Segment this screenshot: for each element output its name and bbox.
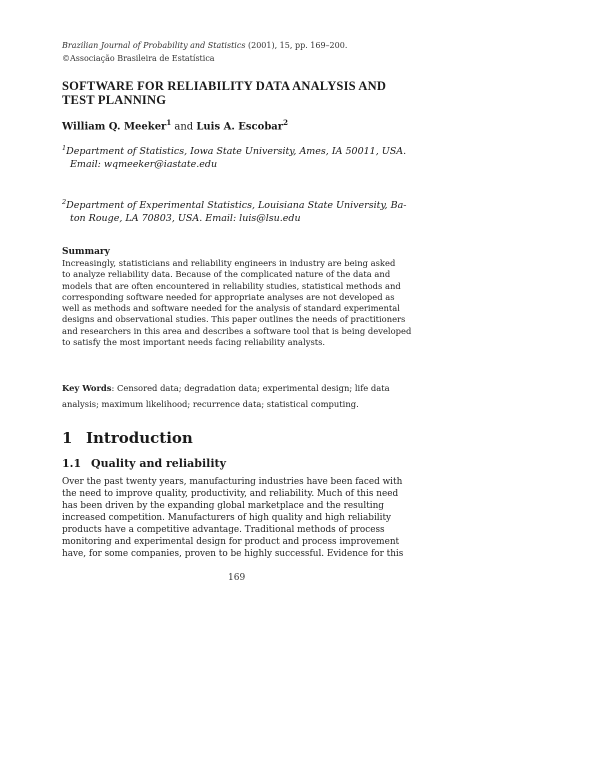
summary-line: well as methods and software needed for the analysis of standard experimental — [62, 303, 400, 314]
summary-line: models that are often encountered in reliability studies, statistical methods and — [62, 280, 401, 291]
subsection-heading — [62, 457, 226, 470]
affiliation-line: Email: wqmeeker@iastate.edu — [70, 159, 218, 171]
title-line: TEST PLANNING — [62, 93, 167, 107]
section-number: 1 — [62, 429, 73, 447]
summary-text — [62, 258, 412, 348]
body-line: products have a competitive advantage. Traditional methods of process — [62, 525, 385, 535]
summary-line: designs and observational studies. This paper outlines the needs of practitioners — [62, 314, 406, 325]
affiliation-mark: 2 — [62, 198, 67, 206]
summary-line: to analyze reliability data. Because of the complicated nature of the data and — [62, 269, 391, 280]
journal-volume-pages: (2001), 15, pp. 169–200. — [245, 41, 348, 50]
keywords — [62, 380, 412, 412]
affiliation-text: Department of Experimental Statistics, Louisiana State University, Ba- — [66, 200, 407, 212]
summary-line: to satisfy the most important needs facing reliability analysts. — [62, 337, 326, 348]
body-line: has been driven by the expanding global marketplace and the resulting — [62, 501, 384, 511]
copyright-notice: ©Associação Brasileira de Estatística — [62, 54, 215, 63]
author-affil-mark: 1 — [166, 118, 172, 127]
keywords-line — [62, 380, 412, 396]
affiliation-2 — [62, 196, 412, 225]
section-heading — [62, 429, 193, 447]
affiliation-line — [62, 196, 412, 212]
journal-citation — [62, 41, 347, 50]
body-line: increased competition. Manufacturers of high quality and high reliability — [62, 513, 392, 523]
body-line: Over the past twenty years, manufacturing industries have been faced with — [62, 477, 403, 487]
page-number: 169 — [228, 573, 246, 583]
body-line: monitoring and experimental design for product and process improvement — [62, 537, 400, 547]
journal-name: Brazilian Journal of Probability and Statistics — [62, 41, 246, 50]
body-line: have, for some companies, proven to be highly successful. Evidence for this — [62, 549, 404, 559]
keywords-line: analysis; maximum likelihood; recurrence data; statistical computing. — [62, 399, 359, 409]
summary-line: and researchers in this area and describes a software tool that is being developed — [62, 325, 412, 336]
summary-line: Increasingly, statisticians and reliability engineers in industry are being asked — [62, 258, 396, 268]
affiliation-text: Department of Statistics, Iowa State University, Ames, IA 50011, USA. — [66, 146, 407, 158]
affiliation-1 — [62, 142, 412, 171]
paper-title — [62, 79, 432, 107]
affiliation-line: ton Rouge, LA 70803, USA. Email: luis@lsu.edu — [70, 213, 301, 225]
subsection-number: 1.1 — [62, 457, 82, 470]
intro-paragraph — [62, 476, 412, 560]
keywords-label: Key Words — [62, 383, 112, 393]
author-affil-mark: 2 — [283, 118, 288, 127]
summary-heading: Summary — [62, 247, 110, 257]
affiliation-mark: 1 — [62, 144, 67, 152]
author-list — [62, 118, 288, 132]
section-title: Introduction — [86, 429, 193, 447]
author-conjunction: and — [171, 121, 197, 133]
subsection-title: Quality and reliability — [91, 457, 226, 470]
body-line: the need to improve quality, productivity, and reliability. Much of this need — [62, 489, 399, 499]
author-name: William Q. Meeker — [62, 121, 167, 133]
title-line: SOFTWARE FOR RELIABILITY DATA ANALYSIS AND — [62, 79, 387, 93]
author-name: Luis A. Escobar — [196, 121, 284, 133]
summary-line: corresponding software needed for appropriate analyses are not developed as — [62, 291, 395, 302]
affiliation-line — [62, 142, 412, 158]
keywords-text: : Censored data; degradation data; experimental design; life data — [111, 383, 390, 393]
